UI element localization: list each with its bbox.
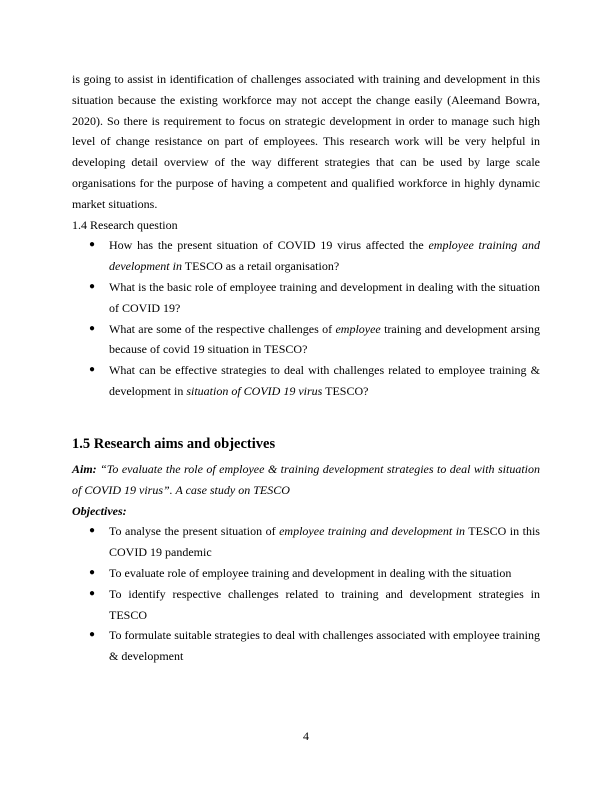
list-item: ● To analyse the present situation of employee training and development in TESCO in this COVID 19 pandemic xyxy=(72,521,540,563)
bullet-icon: ● xyxy=(89,629,96,641)
bullet-icon: ● xyxy=(89,239,96,251)
intro-text: is going to assist in identification of challenges associated with training and development in this situation because the existing workforce may not accept the change easily (Aleemand Bowra, 2020). So there is requirement to focus on strategic development in order to manage such high level of change resistance on part of employees. This research work will be very helpful in developing detail overview of the way different strategies that can be used by large scale organisations for the purpose of having a competent and qualified workforce in highly dynamic market situations. xyxy=(72,72,540,211)
aim-text: “To evaluate the role of employee & training development strategies to deal with situation of COVID 19 virus”. A case study on TESCO xyxy=(72,462,540,497)
list-item: ● How has the present situation of COVID 19 virus affected the employee training and development in TESCO as a retail organisation? xyxy=(72,235,540,277)
list-item: ● To evaluate role of employee training and development in dealing with the situation xyxy=(72,563,540,584)
aim-label: Aim: xyxy=(72,462,97,476)
list-item: ● What are some of the respective challenges of employee training and development arsing because of covid 19 situation in TESCO? xyxy=(72,319,540,361)
list-item: ● What is the basic role of employee training and development in dealing with the situation of COVID 19? xyxy=(72,277,540,319)
bullet-icon: ● xyxy=(89,525,96,537)
list-item: ● To identify respective challenges related to training and development strategies in TESCO xyxy=(72,584,540,626)
intro-paragraph xyxy=(72,69,540,402)
research-questions-list xyxy=(72,235,540,401)
bullet-icon: ● xyxy=(89,364,96,376)
bullet-icon: ● xyxy=(89,322,96,334)
objectives-label: Objectives: xyxy=(72,503,127,518)
bullet-icon: ● xyxy=(89,280,96,292)
bullet-icon: ● xyxy=(89,587,96,599)
research-question-heading: 1.4 Research question xyxy=(72,217,178,232)
page-number: 4 xyxy=(303,729,309,743)
objectives-list xyxy=(72,521,540,667)
section-heading: 1.5 Research aims and objectives xyxy=(72,436,276,452)
list-item: ● To formulate suitable strategies to deal with challenges associated with employee training & development xyxy=(72,625,540,667)
list-item: ● What can be effective strategies to deal with challenges related to employee training & development in situation of COVID 19 virus TESCO? xyxy=(72,360,540,402)
bullet-icon: ● xyxy=(89,566,96,578)
aims-objectives xyxy=(72,459,540,667)
